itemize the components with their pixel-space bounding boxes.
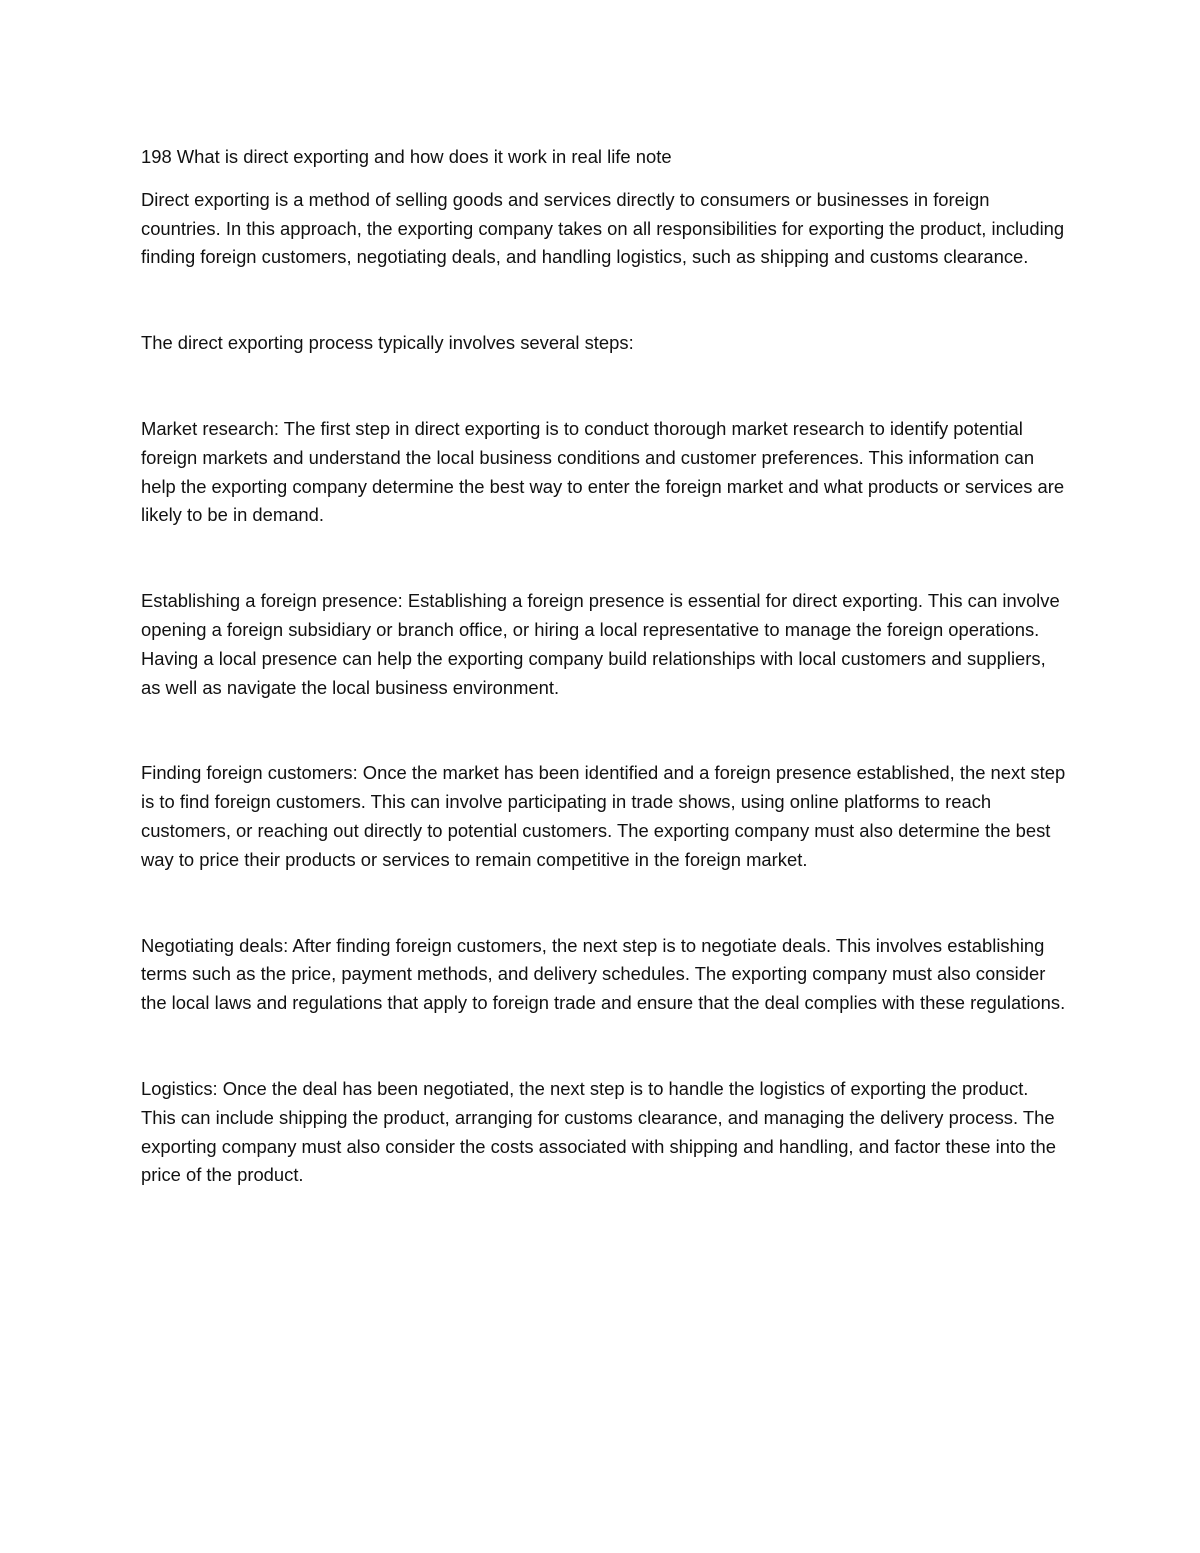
paragraph-spacer [141,272,1066,329]
step-market-research: Market research: The first step in direct exporting is to conduct thorough market research to identify potential foreign markets and understand the local business conditions and customer preferences. This information can help the exporting company determine the best way to enter the foreign market and what products or services are likely to be in demand. [141,417,1065,526]
intro-paragraph: Direct exporting is a method of selling goods and services directly to consumers or businesses in foreign countries. In this approach, the exporting company takes on all responsibilities for exporting the product, including finding foreign customers, negotiating deals, and handling logistics, such as shipping and customs clearance. [141,188,1065,268]
paragraph-spacer [141,530,1066,587]
document-title: 198 What is direct exporting and how does it work in real life note [141,146,672,167]
step-logistics: Logistics: Once the deal has been negotiated, the next step is to handle the logistics of exporting the product. This can include shipping the product, arranging for customs clearance, and managing the delivery process. The exporting company must also consider the costs associated with shipping and handling, and factor these into the price of the product. [141,1077,1056,1186]
step-negotiating-deals: Negotiating deals: After finding foreign customers, the next step is to negotiate deals. This involves establishing terms such as the price, payment methods, and delivery schedules. The exporting company must also consider the local laws and regulations that apply to foreign trade and ensure that the deal complies with these regulations. [141,934,1066,1014]
paragraph-spacer [141,702,1066,759]
step-finding-customers: Finding foreign customers: Once the market has been identified and a foreign presence established, the next step is to find foreign customers. This can involve participating in trade shows, using online platforms to reach customers, or reaching out directly to potential customers. The exporting company must also determine the best way to price their products or services to remain competitive in the foreign market. [141,762,1066,870]
step-foreign-presence: Establishing a foreign presence: Establishing a foreign presence is essential for direct exporting. This can involve opening a foreign subsidiary or branch office, or hiring a local representative to manage the foreign operations. Having a local presence can help the exporting company build relationships with local customers and suppliers, as well as navigate the local business environment. [141,590,1060,698]
process-intro-paragraph: The direct exporting process typically involves several steps: [141,332,634,354]
document-body [141,143,1066,1190]
paragraph-spacer [141,358,1066,415]
paragraph-spacer [141,875,1066,932]
paragraph-spacer [141,1018,1066,1075]
